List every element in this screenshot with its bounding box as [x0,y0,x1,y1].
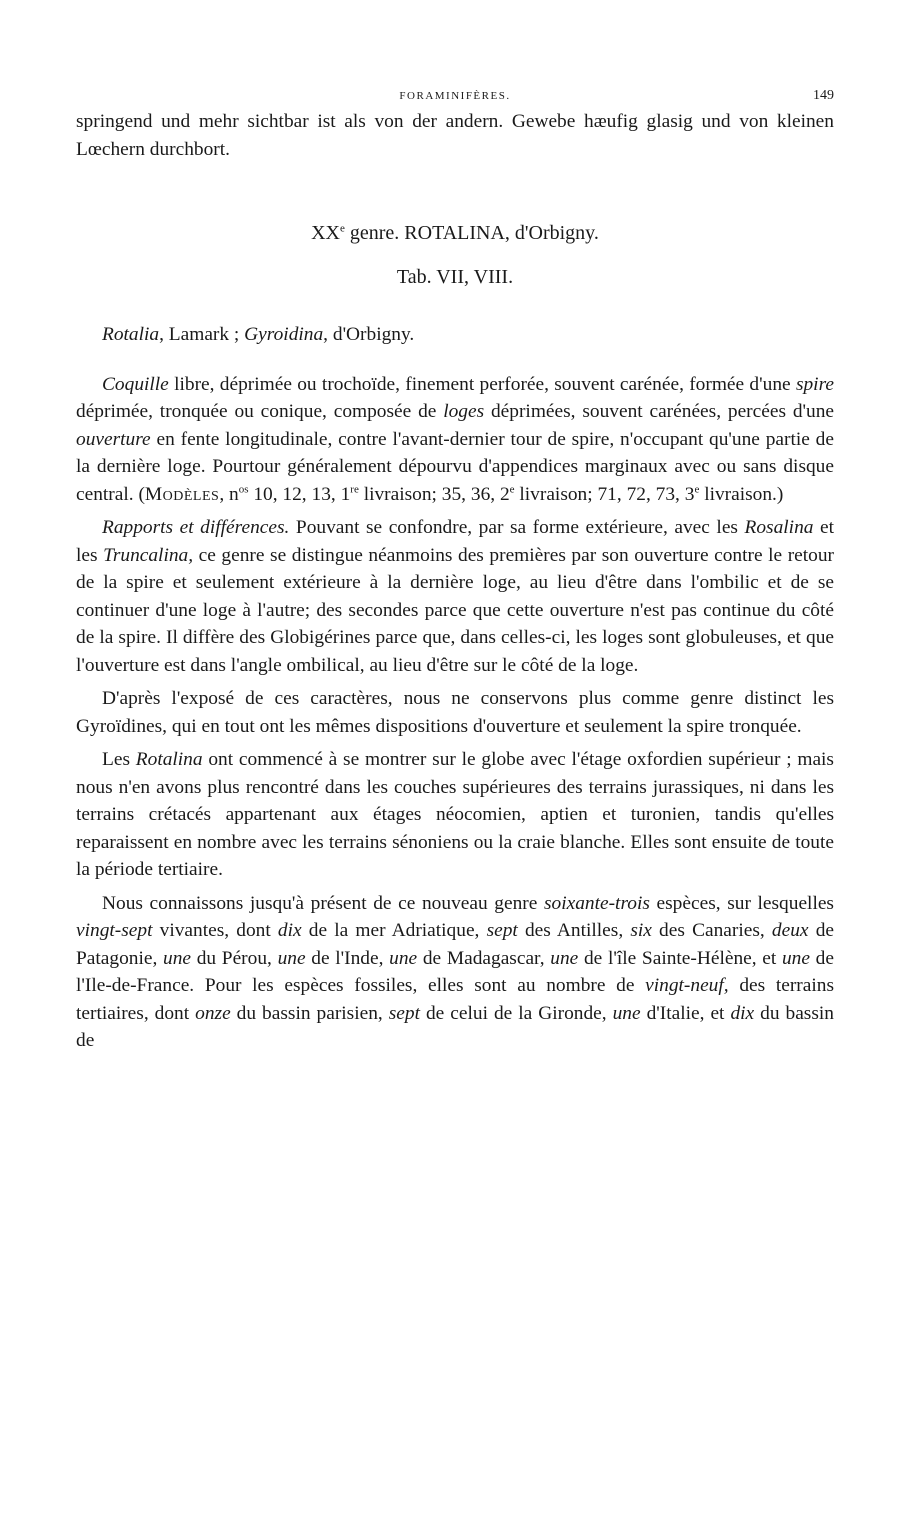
term-modeles: Modèles [144,483,220,505]
synonyms-line [76,321,834,349]
count-total: soixante-trois [543,892,650,914]
history-paragraph [76,746,834,884]
count-antilles: sept [486,920,518,941]
term-coquille: Coquille [102,373,169,395]
term-loges: loges [443,401,485,422]
rapports-text: et les [76,517,834,566]
synonym-author-1: , Lamark ; [159,324,245,345]
species-text: vivantes, dont [152,920,278,941]
count-sainte-helene: une [550,947,579,969]
description-text: 10, 12, 13, 1 [248,483,351,505]
count-fossiles: vingt-neuf, [645,975,729,996]
genus-title: genre. ROTALINA, d'Orbigny. [344,222,599,244]
synonym-author-2: , d'Orbigny. [323,324,415,345]
history-text: ont commencé à se montrer sur le globe avec l'étage oxfordien supérieur ; mais nous n'en avons plus rencontré dans les couches supérieures des terrains jurassiques, ni dans les terrains crétacés appartenant aux étages néocomien, aptien et turonien, tandis qu'elles reparaissent en nombre avec les terrains sénoniens ou la craie blanche. Elles sont ensuite de toute la période tertiaire. [76,749,834,880]
running-title: FORAMINIFÈRES. [399,90,511,102]
count-bassin: dix [730,1002,755,1024]
count-ile-de-france: une [781,947,810,969]
species-text: de celui de la Gironde, [420,1002,613,1024]
description-text: libre, déprimée ou trochoïde, finement perforée, souvent carénée, formée d'une [168,373,796,395]
rapports-paragraph [76,514,834,679]
count-perou: une [163,947,192,969]
description-text: , n [219,483,239,505]
superscript: re [350,483,359,496]
count-gironde: sept [388,1002,420,1024]
species-text: de Patagonie, [76,920,834,969]
page [76,88,834,1055]
plates-reference: Tab. VII, VIII. [396,266,514,288]
species-text: espèces, sur lesquelles [649,892,834,914]
running-head [76,88,834,108]
rapports-text: Pouvant se confondre, par sa forme extérieure, avec les [289,517,745,538]
species-text: de Madagascar, [417,947,551,969]
continuation-paragraph: springend und mehr sichtbar ist als von der andern. Gewebe hæufig glasig und von kleinen Lœchern durchbort. [76,111,834,160]
description-text: livraison.) [699,483,784,505]
genus-truncalina: Truncalina, [103,544,194,566]
description-text: en fente longitudinale, contre l'avant-dernier tour de spire, n'occupant qu'une partie de la dernière loge. Pourtour généralement dépourvu d'appendices marginaux avec ou sans disque central. ( [76,428,834,505]
page-number: 149 [813,88,834,103]
synonym-gyroidina: Gyroidina [244,324,324,345]
expose-paragraph: D'après l'exposé de ces caractères, nous ne conservons plus comme genre distinct les Gyroïdines, qui en tout ont les mêmes dispositions d'ouverture et seulement la spire tronquée. [76,688,834,737]
species-text: Nous connaissons jusqu'à présent de ce nouveau genre [102,892,544,914]
genus-number-sup: e [340,222,345,235]
count-patagonie: deux [771,920,809,941]
species-text: d'Italie, et [640,1002,731,1024]
history-text: Les [102,749,136,770]
description-paragraph [76,371,834,509]
species-text: de l'Ile-de-France. Pour les espèces fossiles, elles sont au nombre de [76,947,834,996]
count-vivantes: vingt-sept [76,920,153,941]
count-adriatique: dix [277,920,302,941]
count-canaries: six [630,920,652,941]
count-italie: une [612,1002,641,1024]
species-text: des Antilles, [517,920,631,941]
description-text: déprimées, souvent carénées, percées d'une [484,401,835,422]
description-text: livraison; 35, 36, 2 [358,483,510,505]
species-text: de l'Inde, [305,947,390,969]
term-ouverture: ouverture [76,428,151,450]
count-madagascar: une [389,947,418,969]
genus-rotalina: Rotalina [135,749,203,770]
term-spire: spire [795,373,834,395]
superscript: os [238,483,249,496]
genus-heading [76,219,834,247]
rapports-text: ce genre se distingue néanmoins des premières par son ouverture contre le retour de la spire et seulement extérieure à la dernière loge, au lieu d'être dans l'ombilic et de se continuer d'une loge à l'autre; des secondes parce que cette ouverture n'est pas continue du côté de la spire. Il diffère des Globigérines parce que, dans celles-ci, les loges sont globuleuses, et que l'ouverture est dans l'angle ombilical, au lieu d'être sur le côté de la loge. [76,544,834,676]
description-text: livraison; 71, 72, 73, 3 [514,483,695,505]
species-text: des Canaries, [651,920,772,941]
synonym-rotalia: Rotalia [102,324,160,345]
genus-rosalina: Rosalina [744,517,814,538]
species-text: de la mer Adriatique, [301,920,487,941]
superscript: e [509,483,515,496]
count-inde: une [277,947,306,969]
species-text: de l'île Sainte-Hélène, et [578,947,782,969]
count-parisien: onze [195,1002,231,1024]
species-text: du Pérou, [191,947,278,969]
species-text: des terrains tertiaires, dont [76,975,834,1024]
description-text: déprimée, tronquée ou conique, composée de [76,401,444,422]
genus-number: XX [311,222,340,244]
species-text: du bassin de [76,1002,834,1051]
superscript: e [694,483,700,496]
species-paragraph [76,890,834,1055]
species-text: du bassin parisien, [230,1002,389,1024]
rapports-label: Rapports et différences. [102,517,290,538]
